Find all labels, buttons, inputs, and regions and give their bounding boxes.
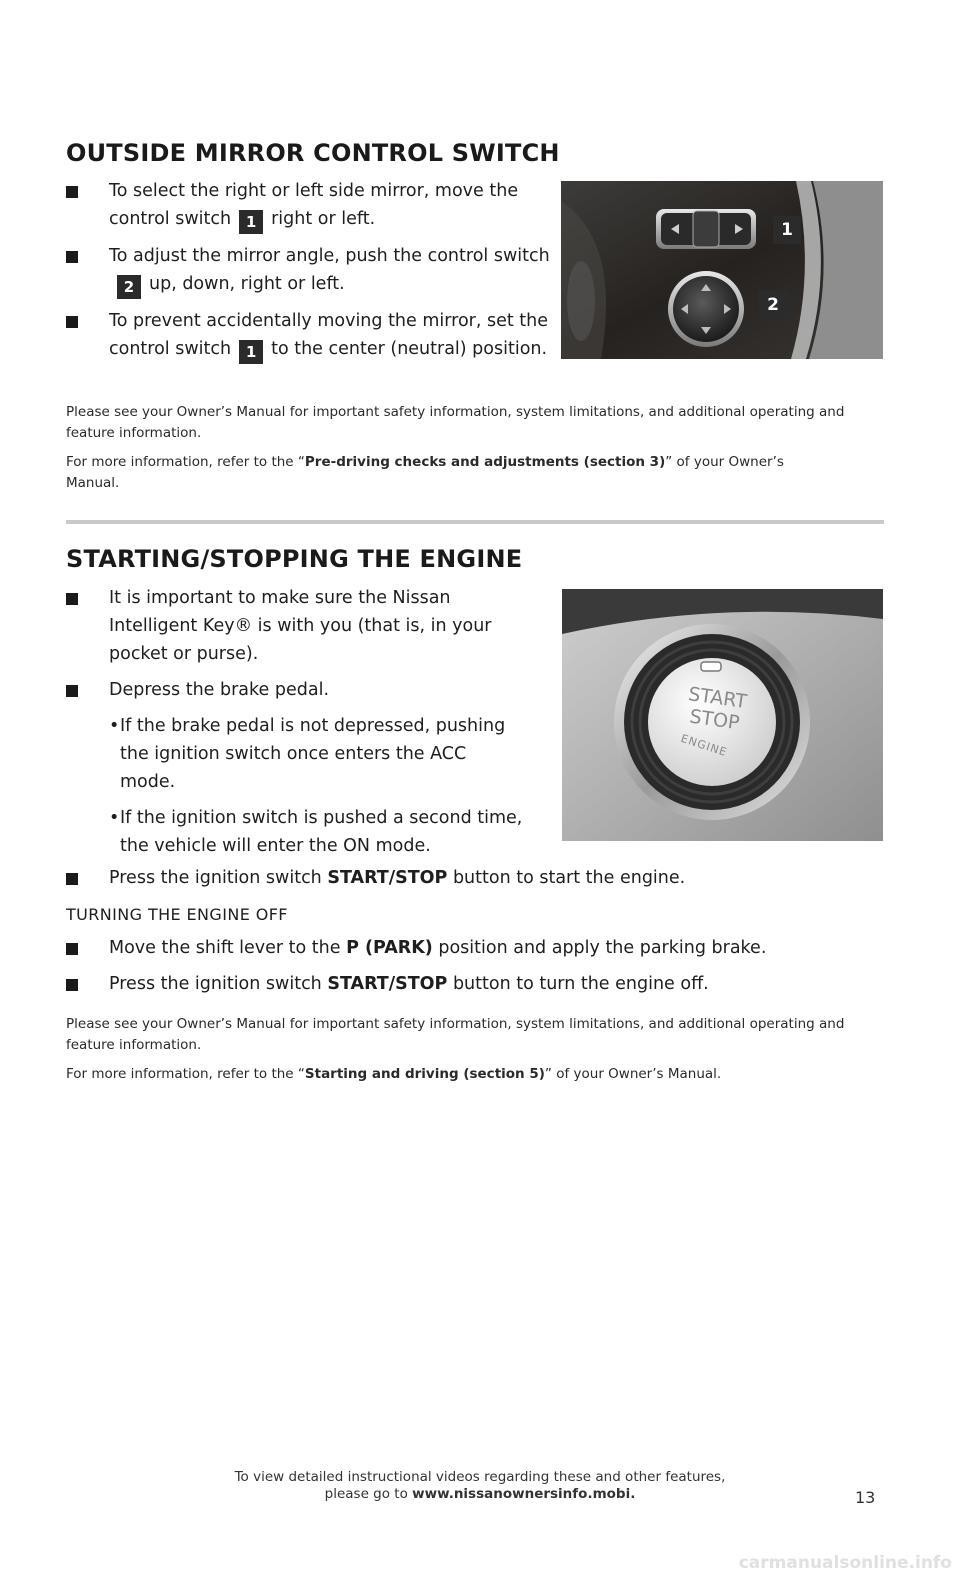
bullet-square-icon: [66, 943, 78, 955]
mirror-reference-note: For more information, refer to the “Pre-driving checks and adjustments (section 3)” of your Owner’s Manual.: [66, 454, 784, 491]
list-item: To adjust the mirror angle, push the control switch2 up, down, right or left.: [66, 242, 556, 299]
photo-callout-1: 1: [773, 216, 801, 244]
engine-bullet-list: [66, 584, 526, 712]
engine-bullet-list-3: [66, 934, 884, 1006]
turning-off-heading: TURNING THE ENGINE OFF: [66, 905, 288, 924]
website-link[interactable]: www.nissanownersinfo.mobi.: [412, 1486, 636, 1502]
bullet-square-icon: [66, 593, 78, 605]
list-item: To prevent accidentally moving the mirror, set the control switch 1 to the center (neutral) position.: [66, 307, 556, 364]
footer-text: To view detailed instructional videos regarding these and other features, please go to www.nissanownersinfo.mobi.: [234, 1469, 726, 1502]
watermark: carmanualsonline.info: [738, 1553, 952, 1573]
bullet-square-icon: [66, 979, 78, 991]
list-item: Press the ignition switch START/STOP button to start the engine.: [66, 864, 884, 892]
engine-reference-note: For more information, refer to the “Starting and driving (section 5)” of your Owner’s Manual.: [66, 1066, 722, 1082]
mirror-safety-note: Please see your Owner’s Manual for important safety information, system limitations, and additional operating and feature information.: [66, 404, 845, 441]
list-item: Move the shift lever to the P (PARK) position and apply the parking brake.: [66, 934, 884, 962]
callout-badge: 2: [117, 275, 141, 299]
page-number: 13: [855, 1488, 876, 1507]
sub-list-item: • If the ignition switch is pushed a second time, the vehicle will enter the ON mode.: [109, 808, 523, 856]
engine-bullet-list-2: [66, 864, 884, 900]
engine-label: ENGINE: [679, 731, 729, 760]
mirror-switch-illustration: [561, 181, 883, 359]
callout-badge: 1: [239, 340, 263, 364]
mirror-switch-photo: [561, 181, 883, 359]
sub-list-item: • If the brake pedal is not depressed, pushing the ignition switch once enters the ACC mode.: [109, 716, 506, 792]
start-stop-button-photo: [562, 589, 883, 841]
list-item: To select the right or left side mirror, move the control switch 1 right or left.: [66, 177, 556, 234]
list-item: It is important to make sure the Nissan Intelligent Key® is with you (that is, in your pocket or purse).: [66, 584, 526, 668]
bullet-square-icon: [66, 685, 78, 697]
section-title-engine: STARTING/STOPPING THE ENGINE: [66, 545, 523, 573]
mirror-bullet-list: [66, 177, 556, 372]
bullet-square-icon: [66, 316, 78, 328]
bullet-square-icon: [66, 873, 78, 885]
list-item: Depress the brake pedal.: [66, 676, 526, 704]
bullet-square-icon: [66, 186, 78, 198]
engine-sub-list: [66, 712, 526, 868]
list-item: Press the ignition switch START/STOP button to turn the engine off.: [66, 970, 884, 998]
button-label: START STOP: [686, 683, 749, 735]
section-divider: [66, 520, 884, 524]
engine-safety-note: Please see your Owner’s Manual for important safety information, system limitations, and additional operating and feature information.: [66, 1016, 845, 1053]
bullet-square-icon: [66, 251, 78, 263]
section-title-mirror: OUTSIDE MIRROR CONTROL SWITCH: [66, 139, 560, 167]
photo-callout-2: 2: [759, 291, 787, 319]
callout-badge: 1: [239, 210, 263, 234]
